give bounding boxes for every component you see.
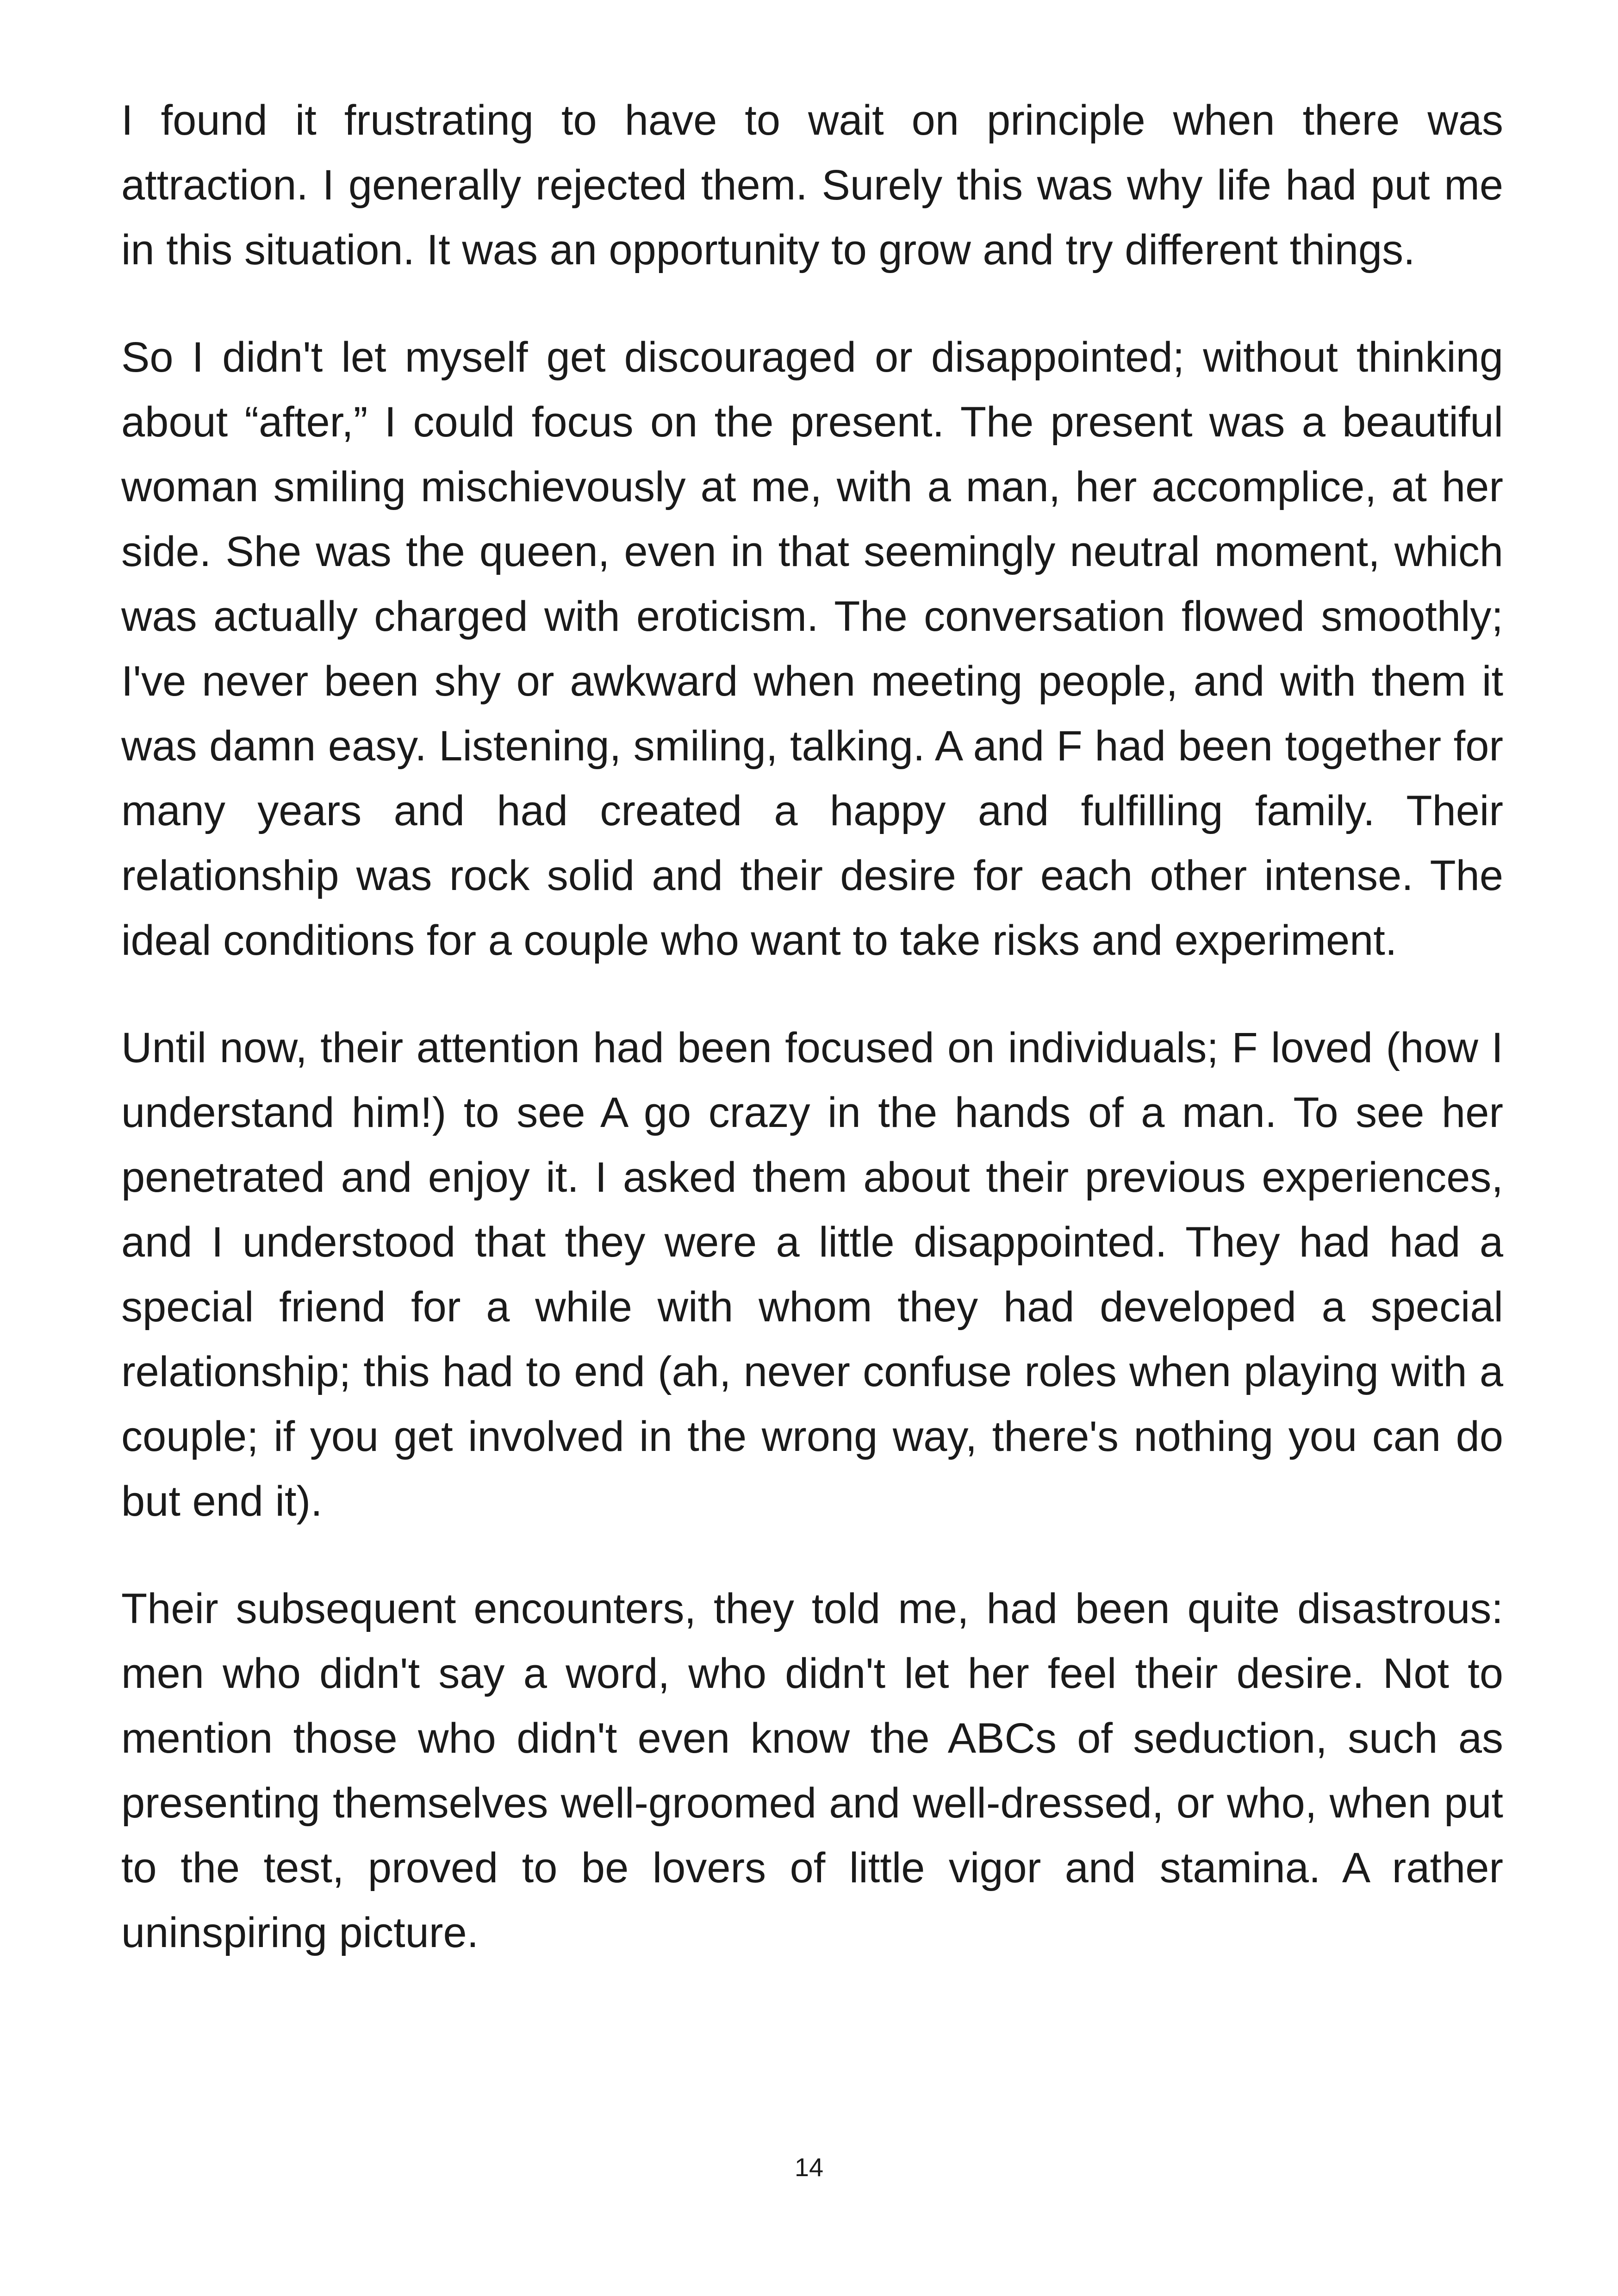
- paragraph-1: I found it frustrating to have to wait on principle when there was attraction. I generally rejected them. Surely this was why life had put me in this situation. It was an opportunity to grow and try different things.: [121, 97, 1503, 274]
- paragraph-4: Their subsequent encounters, they told me, had been quite disastrous: men who didn't say a word, who didn't let her feel their desire. Not to mention those who didn't even know the ABCs of seduction, such as presenting themselves well-groomed and well-dressed, or who, when put to the test, proved to be lovers of little vigor and stamina. A rather uninspiring picture.: [121, 1585, 1503, 1956]
- text-body: [121, 88, 1503, 2008]
- paragraph-2: So I didn't let myself get discouraged or disappointed; without thinking about “after,” I could focus on the present. The present was a beautiful woman smiling mischievously at me, with a man, her accomplice, at her side. She was the queen, even in that seemingly neutral moment, which was actually charged with eroticism. The conversation flowed smoothly; I've never been shy or awkward when meeting people, and with them it was damn easy. Listening, smiling, talking. A and F had been together for many years and had created a happy and fulfilling family. Their relationship was rock solid and their desire for each other intense. The ideal conditions for a couple who want to take risks and experiment.: [121, 334, 1503, 964]
- paragraph-3: Until now, their attention had been focused on individuals; F loved (how I understand him!) to see A go crazy in the hands of a man. To see her penetrated and enjoy it. I asked them about their previous experiences, and I understood that they were a little disappointed. They had had a special friend for a while with whom they had developed a special relationship; this had to end (ah, never confuse roles when playing with a couple; if you get involved in the wrong way, there's nothing you can do but end it).: [121, 1024, 1503, 1525]
- page-number: 14: [794, 2153, 824, 2182]
